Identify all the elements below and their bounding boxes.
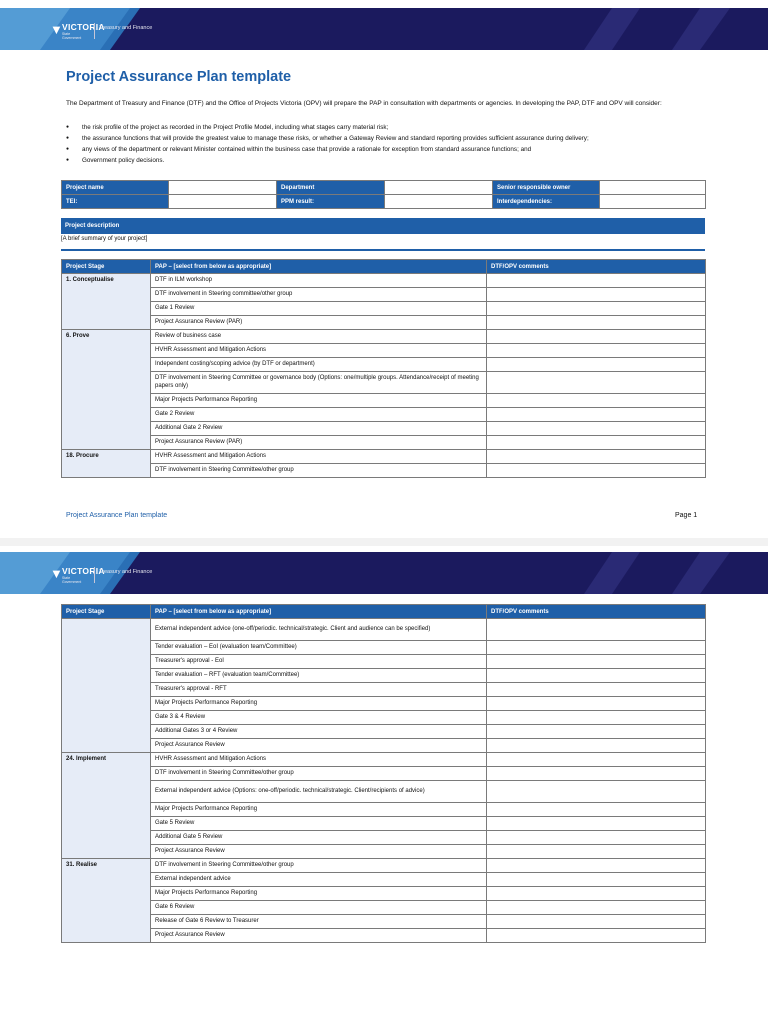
pap-option[interactable]: Gate 3 & 4 Review	[151, 711, 487, 725]
department-field[interactable]	[385, 181, 493, 195]
logo-divider	[94, 567, 95, 583]
pap-option[interactable]: Gate 5 Review	[151, 817, 487, 831]
victoria-logo	[50, 565, 170, 589]
pap-option[interactable]: Project Assurance Review (PAR)	[151, 316, 487, 330]
comment-cell[interactable]	[487, 887, 706, 901]
comment-cell[interactable]	[487, 767, 706, 781]
pap-option[interactable]: Project Assurance Review (PAR)	[151, 436, 487, 450]
table-row	[62, 655, 706, 669]
comment-cell[interactable]	[487, 372, 706, 394]
comments-column-header: DTF/OPV comments	[487, 605, 706, 619]
comment-cell[interactable]	[487, 781, 706, 803]
interdependencies-label: Interdependencies:	[493, 195, 600, 209]
pap-option[interactable]: Project Assurance Review	[151, 739, 487, 753]
page-number: Page 1	[675, 512, 698, 519]
logo-department: Treasury and Finance	[99, 569, 153, 575]
comment-cell[interactable]	[487, 803, 706, 817]
pap-option[interactable]: DTF involvement in Steering Committee/other group	[151, 464, 487, 478]
comment-cell[interactable]	[487, 344, 706, 358]
table-row	[62, 302, 706, 316]
pap-option[interactable]: DTF involvement in Steering Committee/other group	[151, 767, 487, 781]
pap-option[interactable]: External independent advice (one-off/periodic. technical/strategic. Client and audience can be specified)	[151, 619, 487, 641]
pap-option[interactable]: Treasurer's approval - RFT	[151, 683, 487, 697]
table-row	[62, 845, 706, 859]
pap-option[interactable]: Tender evaluation – EoI (evaluation team/Committee)	[151, 641, 487, 655]
table-row	[62, 929, 706, 943]
table-row	[62, 859, 706, 873]
comment-cell[interactable]	[487, 711, 706, 725]
stage-column-header: Project Stage	[62, 605, 151, 619]
table-row	[62, 436, 706, 450]
table-row	[62, 619, 706, 641]
logo-wordmark: VICTORIA	[62, 22, 105, 32]
comment-cell[interactable]	[487, 831, 706, 845]
comment-cell[interactable]	[487, 288, 706, 302]
pap-option[interactable]: DTF in ILM workshop	[151, 274, 487, 288]
pap-option[interactable]: Gate 6 Review	[151, 901, 487, 915]
triangle-icon: ▼	[50, 566, 63, 581]
logo-subtitle: State Government	[62, 32, 82, 40]
triangle-icon: ▼	[50, 22, 63, 37]
project-description-field[interactable]: [A brief summary of your project]	[61, 236, 148, 242]
pap-option[interactable]: External independent advice	[151, 873, 487, 887]
list-item: ● the assurance functions that will provide the greatest value to manage these risks, or whether a Gateway Review and standard reporting provides sufficient assurance during delivery;	[66, 133, 706, 144]
senior-owner-label: Senior responsible owner	[493, 181, 600, 195]
pap-option[interactable]: Tender evaluation – RFT (evaluation team/Committee)	[151, 669, 487, 683]
logo-subtitle: State Government	[62, 576, 82, 584]
stage-table-2	[61, 604, 706, 943]
comment-cell[interactable]	[487, 619, 706, 641]
comment-cell[interactable]	[487, 859, 706, 873]
consideration-list	[66, 122, 706, 166]
table-row	[62, 316, 706, 330]
pap-option[interactable]: Review of business case	[151, 330, 487, 344]
pap-option[interactable]: Additional Gate 5 Review	[151, 831, 487, 845]
pap-option[interactable]: Gate 2 Review	[151, 408, 487, 422]
comment-cell[interactable]	[487, 408, 706, 422]
comment-cell[interactable]	[487, 330, 706, 344]
pap-column-header: PAP – [select from below as appropriate]	[151, 605, 487, 619]
pap-option[interactable]: Treasurer's approval - EoI	[151, 655, 487, 669]
table-row	[62, 669, 706, 683]
pap-option[interactable]: Major Projects Performance Reporting	[151, 697, 487, 711]
table-row	[62, 901, 706, 915]
table-row	[62, 288, 706, 302]
comment-cell[interactable]	[487, 929, 706, 943]
pap-option[interactable]: Project Assurance Review	[151, 929, 487, 943]
pap-option[interactable]: Project Assurance Review	[151, 845, 487, 859]
stage-implement: 24. Implement	[62, 753, 151, 859]
comments-column-header: DTF/OPV comments	[487, 260, 706, 274]
comment-cell[interactable]	[487, 817, 706, 831]
table-row	[62, 683, 706, 697]
stage-procure: 18. Procure	[62, 450, 151, 478]
logo-department: Treasury and Finance	[99, 25, 153, 31]
pap-option[interactable]: DTF involvement in Steering Committee/other group	[151, 859, 487, 873]
pap-option[interactable]: HVHR Assessment and Mitigation Actions	[151, 450, 487, 464]
comment-cell[interactable]	[487, 316, 706, 330]
ppm-result-label: PPM result:	[277, 195, 385, 209]
header-banner	[0, 8, 768, 50]
pap-option[interactable]: Additional Gate 2 Review	[151, 422, 487, 436]
logo-divider	[94, 23, 95, 39]
comment-cell[interactable]	[487, 450, 706, 464]
stage-procure-continued	[62, 619, 151, 753]
document-title: Project Assurance Plan template	[66, 69, 292, 85]
pap-option[interactable]: Major Projects Performance Reporting	[151, 803, 487, 817]
table-row	[62, 330, 706, 344]
table-row	[62, 873, 706, 887]
table-row	[62, 344, 706, 358]
table-row	[62, 767, 706, 781]
table-row	[62, 739, 706, 753]
table-row	[62, 753, 706, 767]
table-row	[62, 408, 706, 422]
pap-option[interactable]: Gate 1 Review	[151, 302, 487, 316]
pap-option[interactable]: DTF involvement in Steering committee/other group	[151, 288, 487, 302]
comment-cell[interactable]	[487, 725, 706, 739]
table-row	[62, 711, 706, 725]
comment-cell[interactable]	[487, 873, 706, 887]
table-row	[62, 274, 706, 288]
table-row	[62, 887, 706, 901]
pap-column-header: PAP – [select from below as appropriate]	[151, 260, 487, 274]
list-item: ● Government policy decisions.	[66, 155, 706, 166]
ppm-result-field[interactable]	[385, 195, 493, 209]
stage-realise: 31. Realise	[62, 859, 151, 943]
comment-cell[interactable]	[487, 641, 706, 655]
comment-cell[interactable]	[487, 845, 706, 859]
tei-label: TEI:	[62, 195, 169, 209]
comment-cell[interactable]	[487, 358, 706, 372]
comment-cell[interactable]	[487, 739, 706, 753]
table-row	[62, 464, 706, 478]
table-row	[62, 372, 706, 394]
stage-prove: 6. Prove	[62, 330, 151, 450]
stage-table-1	[61, 259, 706, 478]
victoria-logo	[50, 21, 170, 45]
pap-option[interactable]: DTF involvement in Steering Committee or governance body (Options: one/multiple groups. Attendance/receipt of meeting papers only)	[151, 372, 487, 394]
comment-cell[interactable]	[487, 436, 706, 450]
comment-cell[interactable]	[487, 464, 706, 478]
pap-option[interactable]: External independent advice (Options: one-off/periodic. technical/strategic. Client/recipients of advice)	[151, 781, 487, 803]
department-label: Department	[277, 181, 385, 195]
project-name-label: Project name	[62, 181, 169, 195]
pap-option[interactable]: Additional Gates 3 or 4 Review	[151, 725, 487, 739]
comment-cell[interactable]	[487, 394, 706, 408]
comment-cell[interactable]	[487, 753, 706, 767]
list-item: ● any views of the department or relevant Minister contained within the business case that provide a rationale for exception from standard assurance functions; and	[66, 144, 706, 155]
project-description-header: Project description	[61, 218, 705, 234]
comment-cell[interactable]	[487, 274, 706, 288]
table-row	[62, 725, 706, 739]
pap-option[interactable]: Major Projects Performance Reporting	[151, 394, 487, 408]
comment-cell[interactable]	[487, 697, 706, 711]
pap-option[interactable]: HVHR Assessment and Mitigation Actions	[151, 753, 487, 767]
pap-option[interactable]: Major Projects Performance Reporting	[151, 887, 487, 901]
table-row	[62, 781, 706, 803]
footer-title: Project Assurance Plan template	[66, 512, 168, 519]
stage-conceptualise: 1. Conceptualise	[62, 274, 151, 330]
intro-paragraph: The Department of Treasury and Finance (DTF) and the Office of Projects Victoria (OPV) will prepare the PAP in consultation with departments or agencies. In developing the PAP, DTF and OPV will consider:	[66, 100, 662, 107]
table-row	[62, 394, 706, 408]
table-row	[62, 817, 706, 831]
table-row	[62, 831, 706, 845]
table-row	[62, 915, 706, 929]
project-info-table	[61, 180, 706, 209]
comment-cell[interactable]	[487, 302, 706, 316]
stage-column-header: Project Stage	[62, 260, 151, 274]
pap-option[interactable]: Release of Gate 6 Review to Treasurer	[151, 915, 487, 929]
pap-option[interactable]: Independent costing/scoping advice (by DTF or department)	[151, 358, 487, 372]
table-row	[62, 641, 706, 655]
project-name-field[interactable]	[169, 181, 277, 195]
comment-cell[interactable]	[487, 655, 706, 669]
tei-field[interactable]	[169, 195, 277, 209]
table-row	[62, 697, 706, 711]
interdependencies-field[interactable]	[600, 195, 706, 209]
comment-cell[interactable]	[487, 901, 706, 915]
pap-option[interactable]: HVHR Assessment and Mitigation Actions	[151, 344, 487, 358]
comment-cell[interactable]	[487, 669, 706, 683]
divider	[61, 249, 705, 251]
senior-owner-field[interactable]	[600, 181, 706, 195]
table-row	[62, 450, 706, 464]
table-row	[62, 803, 706, 817]
table-row	[62, 422, 706, 436]
header-banner	[0, 552, 768, 594]
comment-cell[interactable]	[487, 915, 706, 929]
comment-cell[interactable]	[487, 683, 706, 697]
logo-wordmark: VICTORIA	[62, 566, 105, 576]
list-item: ● the risk profile of the project as recorded in the Project Profile Model, including what stages carry material risk;	[66, 122, 706, 133]
table-row	[62, 358, 706, 372]
comment-cell[interactable]	[487, 422, 706, 436]
